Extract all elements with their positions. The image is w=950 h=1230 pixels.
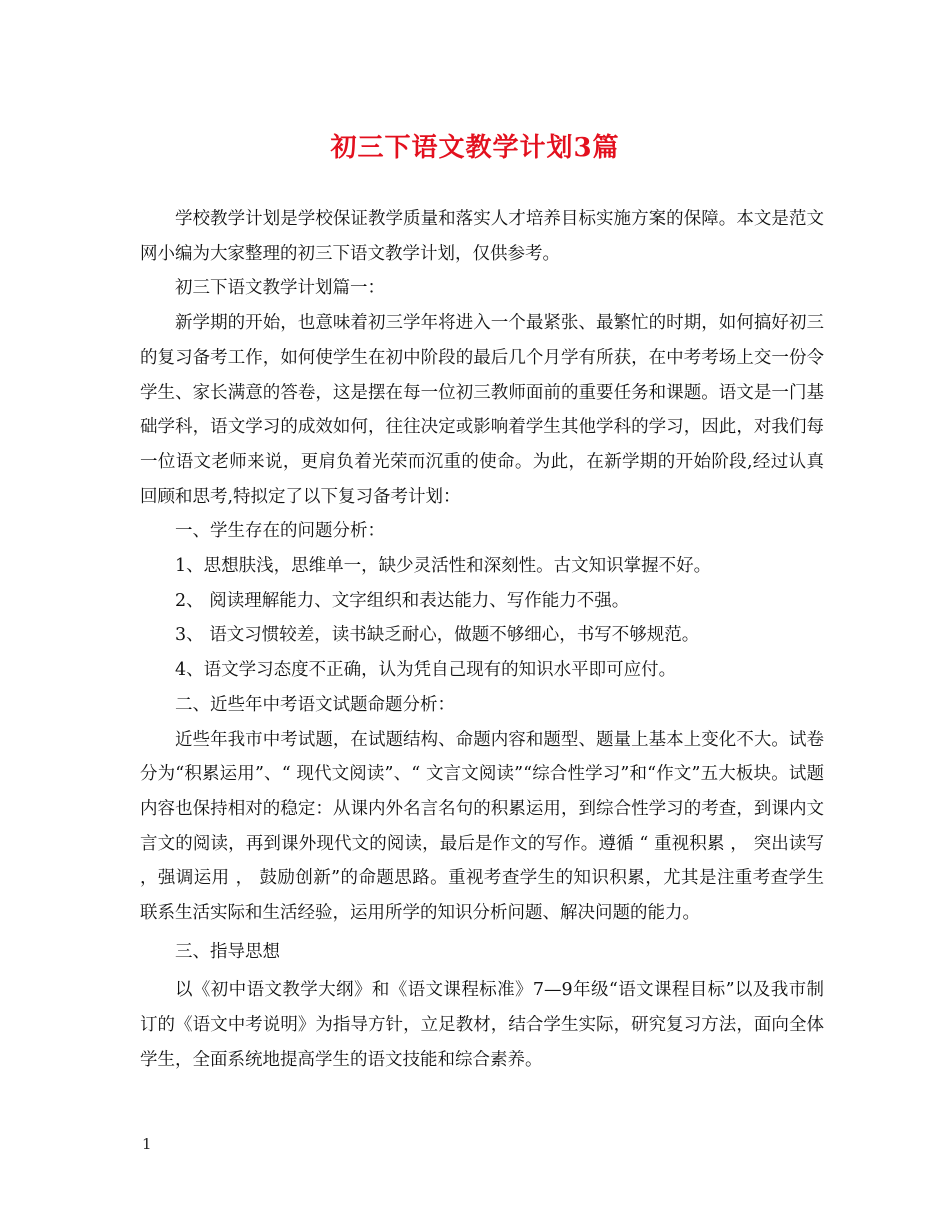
section-heading-problems: 一、学生存在的问题分析： <box>175 521 385 542</box>
section-heading-plan-one: 初三下语文教学计划篇一： <box>175 278 385 299</box>
section-heading-exam-analysis: 二、近些年中考语文试题命题分析： <box>175 694 455 715</box>
document-body <box>140 202 824 1078</box>
document-title: 初三下语文教学计划3篇 <box>330 133 620 163</box>
section-heading-guiding-ideology: 三、指导思想 <box>175 941 280 962</box>
body-paragraph: 以《初中语文教学大纲》和《语文课程标准》7—9年级“语文课程目标”以及我市制订的《语文中考说明》为指导方针，立足教材，结合学生实际，研究复习方法，面向全体学生，全面系统地提高学生的语文技能和综合素养。 <box>140 980 824 1070</box>
list-item: 2、 阅读理解能力、文字组织和表达能力、写作能力不强。 <box>175 590 630 611</box>
body-paragraph: 近些年我市中考试题，在试题结构、命题内容和题型、题量上基本上变化不大。试卷分为“积累运用”、“ 现代文阅读”、“ 文言文阅读”“综合性学习”和“作文”五大板块。试题内容也保持相对的稳定：从课内外名言名句的积累运用，到综合性学习的考查，到课内文言文的阅读，再到课外现代文的阅读，最后是作文的写作。遵循 “ 重视积累 ， 突出读写 ，强调运用 ， 鼓励创新”的命题思路。重视考查学生的知识积累，尤其是注重考查学生联系生活实际和生活经验，运用所学的知识分析问题、解决问题的能力。 <box>140 729 824 924</box>
intro-paragraph: 学校教学计划是学校保证教学质量和落实人才培养目标实施方案的保障。本文是范文网小编为大家整理的初三下语文教学计划，仅供参考。 <box>140 209 824 264</box>
list-item: 4、语文学习态度不正确，认为凭自己现有的知识水平即可应付。 <box>175 660 677 681</box>
page-number: 1 <box>142 1135 152 1153</box>
body-paragraph: 新学期的开始，也意味着初三学年将进入一个最紧张、最繁忙的时期，如何搞好初三的复习备考工作，如何使学生在初中阶段的最后几个月学有所获，在中考考场上交一份令学生、家长满意的答卷，这是摆在每一位初三教师面前的重要任务和课题。语文是一门基础学科，语文学习的成效如何，往往决定或影响着学生其他学科的学习，因此，对我们每一位语文老师来说，更肩负着光荣而沉重的使命。为此，在新学期的开始阶段,经过认真回顾和思考,特拟定了以下复习备考计划： <box>140 313 824 507</box>
list-item: 3、 语文习惯较差，读书缺乏耐心，做题不够细心，书写不够规范。 <box>175 625 700 646</box>
list-item: 1、思想肤浅，思维单一，缺少灵活性和深刻性。古文知识掌握不好。 <box>175 556 712 577</box>
